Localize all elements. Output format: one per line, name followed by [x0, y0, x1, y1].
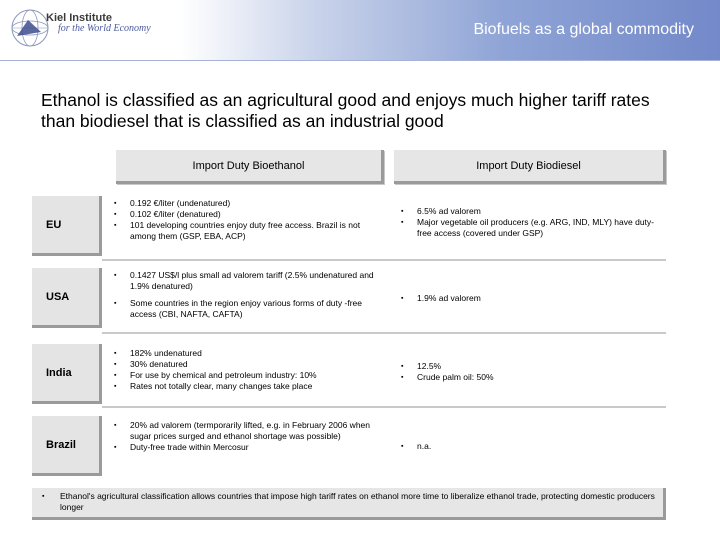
cell-eu-biodiesel — [395, 206, 665, 239]
row-label-india: India — [32, 344, 102, 404]
table-row-usa — [32, 266, 666, 332]
slide-header — [0, 0, 720, 60]
row-divider — [102, 406, 666, 408]
table-row-brazil — [32, 414, 666, 480]
cell-brazil-biodiesel — [395, 441, 665, 452]
list-item: ▪ 6.5% ad valorem — [395, 206, 665, 217]
list-item: ▪ 0.192 €/liter (undenatured) — [108, 198, 388, 209]
list-item: ▪ n.a. — [395, 441, 665, 452]
row-label-brazil: Brazil — [32, 416, 102, 476]
list-item: ▪ 0.1427 US$/l plus small ad valorem tariff (2.5% undenatured and 1.9% denatured) — [108, 270, 388, 292]
table-row-eu — [32, 194, 666, 258]
list-item: ▪ Duty-free trade within Mercosur — [108, 442, 370, 453]
list-item: ▪ 101 developing countries enjoy duty free access. Brazil is not among them (GSP, EBA, ACP) — [108, 220, 388, 242]
logo-name: Kiel Institute — [46, 12, 113, 24]
list-item: ▪ For use by chemical and petroleum industry: 10% — [108, 370, 388, 381]
slide-headline: Ethanol is classified as an agricultural good and enjoys much higher tariff rates than biodiesel that is classified as an industrial good — [41, 90, 650, 131]
slide-section-title: Biofuels as a global commodity — [473, 21, 694, 38]
list-item: ▪ 20% ad valorem (termporarily lifted, e.g. in February 2006 when sugar prices surged and ethanol shortage was possible) — [108, 420, 370, 442]
list-item: ▪ 30% denatured — [108, 359, 388, 370]
cell-india-biodiesel — [395, 361, 665, 383]
conclusion-note — [32, 488, 666, 520]
list-item: ▪ Major vegetable oil producers (e.g. ARG, IND, MLY) have duty-free access (covered under GSP) — [395, 217, 665, 239]
list-item: ▪ 182% undenatured — [108, 348, 388, 359]
column-header-bioethanol: Import Duty Bioethanol — [116, 150, 384, 184]
logo-tagline: for the World Economy — [58, 23, 151, 34]
bullet-icon: ▪ — [42, 493, 45, 500]
row-divider — [102, 259, 666, 261]
table-row-india — [32, 342, 666, 404]
list-item: ▪ Crude palm oil: 50% — [395, 372, 665, 383]
list-item: ▪ Some countries in the region enjoy various forms of duty -free access (CBI, NAFTA, CAFTA) — [108, 298, 388, 320]
list-item: ▪ 0.102 €/liter (denatured) — [108, 209, 388, 220]
cell-usa-bioethanol — [108, 270, 388, 320]
list-item: ▪ 12.5% — [395, 361, 665, 372]
header-divider — [0, 60, 720, 61]
column-header-biodiesel: Import Duty Biodiesel — [394, 150, 666, 184]
list-item: ▪ Rates not totally clear, many changes take place — [108, 381, 388, 392]
kiel-institute-logo — [6, 4, 176, 56]
row-label-eu: EU — [32, 196, 102, 256]
row-divider — [102, 332, 666, 334]
conclusion-text: Ethanol's agricultural classification allows countries that impose high tariff rates on ethanol more time to liberalize ethanol trade, protecting domestic producers longer — [60, 491, 655, 512]
cell-india-bioethanol — [108, 348, 388, 392]
row-label-usa: USA — [32, 268, 102, 328]
cell-eu-bioethanol — [108, 198, 388, 242]
list-item: ▪ 1.9% ad valorem — [395, 293, 665, 304]
cell-brazil-bioethanol — [108, 420, 370, 453]
cell-usa-biodiesel — [395, 293, 665, 304]
